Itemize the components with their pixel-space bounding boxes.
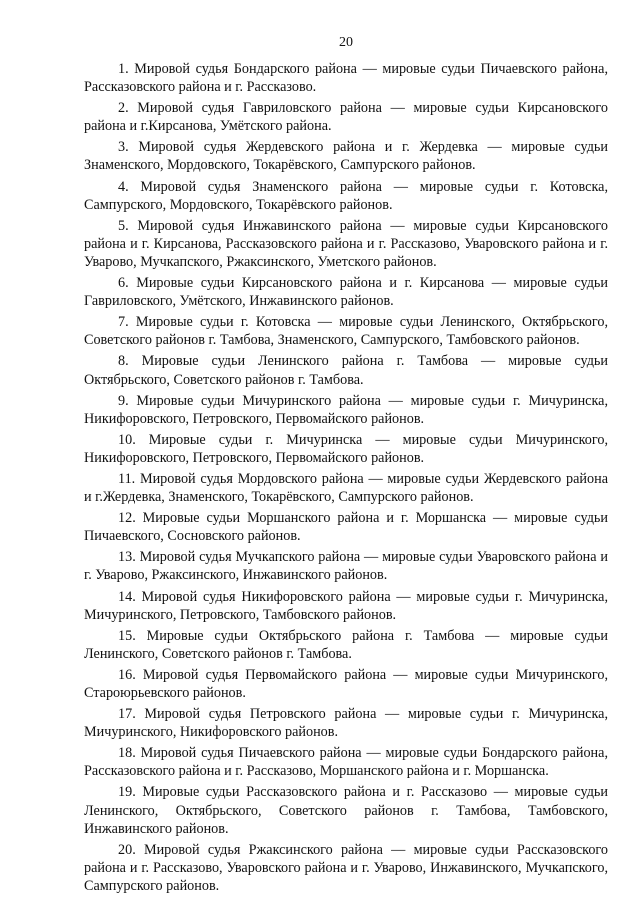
list-item: 14. Мировой судья Никифоровского района — мировые судьи г. Мичуринска, Мичуринского, Петровского, Тамбовского районов.	[84, 588, 608, 623]
list-item: 12. Мировые судьи Моршанского района и г. Моршанска — мировые судьи Пичаевского, Сосновского районов.	[84, 510, 608, 545]
list-item: 19. Мировые судьи Рассказовского района и г. Рассказово — мировые судьи Ленинского, Октябрьского, Советского районов г. Тамбова, Тамбовского, Инжавинского районов.	[84, 784, 608, 837]
page-number: 20	[339, 35, 353, 50]
list-item: 7. Мировые судьи г. Котовска — мировые судьи Ленинского, Октябрьского, Советского районов г. Тамбова, Знаменского, Сампурского, Тамбовского районов.	[84, 314, 608, 349]
list-item: 13. Мировой судья Мучкапского района — мировые судьи Уваровского района и г. Уварово, Ржаксинского, Инжавинского районов.	[84, 549, 608, 584]
list-item: 20. Мировой судья Ржаксинского района — мировые судьи Рассказовского района и г. Рассказово, Уваровского района и г. Уварово, Инжавинского, Мучкапского, Сампурского районов.	[84, 841, 608, 894]
list-item: 15. Мировые судьи Октябрьского района г. Тамбова — мировые судьи Ленинского, Советского районов г. Тамбова.	[84, 627, 608, 662]
list-item: 10. Мировые судьи г. Мичуринска — мировые судьи Мичуринского, Никифоровского, Петровского, Первомайского районов.	[84, 431, 608, 466]
list-item: 2. Мировой судья Гавриловского района — мировые судьи Кирсановского района и г.Кирсанова, Умётского района.	[84, 100, 608, 135]
judge-substitution-list	[84, 60, 608, 895]
list-item: 8. Мировые судьи Ленинского района г. Тамбова — мировые судьи Октябрьского, Советского районов г. Тамбова.	[84, 353, 608, 388]
list-item: 18. Мировой судья Пичаевского района — мировые судьи Бондарского района, Рассказовского района и г. Рассказово, Моршанского района и г. Моршанска.	[84, 745, 608, 780]
list-item: 1. Мировой судья Бондарского района — мировые судьи Пичаевского района, Рассказовского района и г. Рассказово.	[84, 61, 608, 96]
list-item: 6. Мировые судьи Кирсановского района и г. Кирсанова — мировые судьи Гавриловского, Умётского, Инжавинского районов.	[84, 275, 608, 310]
list-item: 9. Мировые судьи Мичуринского района — мировые судьи г. Мичуринска, Никифоровского, Петровского, Первомайского районов.	[84, 392, 608, 427]
list-item: 16. Мировой судья Первомайского района — мировые судьи Мичуринского, Староюрьевского районов.	[84, 666, 608, 701]
list-item: 5. Мировой судья Инжавинского района — мировые судьи Кирсановского района и г. Кирсанова, Рассказовского района и г. Рассказово, Уваровского района и г. Уварово, Мучкапского, Ржаксинского, Уметского районов.	[84, 217, 608, 270]
list-item: 4. Мировой судья Знаменского района — мировые судьи г. Котовска, Сампурского, Мордовского, Токарёвского районов.	[84, 178, 608, 213]
list-item: 11. Мировой судья Мордовского района — мировые судьи Жердевского района и г.Жердевка, Знаменского, Токарёвского, Сампурского районов.	[84, 470, 608, 506]
list-item: 17. Мировой судья Петровского района — мировые судьи г. Мичуринска, Мичуринского, Никифоровского районов.	[84, 706, 608, 741]
list-item: 3. Мировой судья Жердевского района и г. Жердевка — мировые судьи Знаменского, Мордовского, Токарёвского, Сампурского районов.	[84, 139, 608, 174]
